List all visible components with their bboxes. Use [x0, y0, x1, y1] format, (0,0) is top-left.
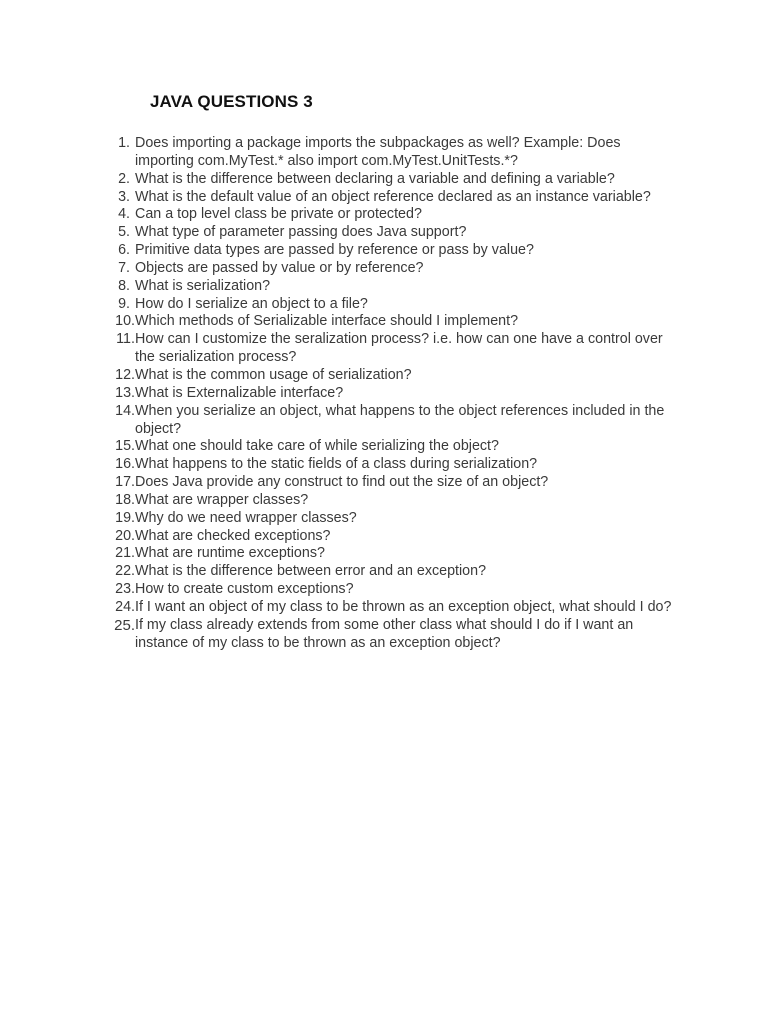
question-number: 17. [115, 474, 135, 491]
question-number: 14. [115, 402, 135, 419]
question-item [108, 492, 683, 510]
question-text: Does importing a package imports the subpackages as well? Example: Does importing com.MyTest.* also import com.MyTest.UnitTests.*? [135, 135, 621, 169]
question-item [108, 545, 683, 563]
question-item [108, 599, 683, 617]
question-text: What are runtime exceptions? [135, 545, 325, 562]
question-number: 20. [115, 527, 135, 544]
question-item [108, 206, 683, 224]
document-title: JAVA QUESTIONS 3 [150, 92, 313, 111]
question-text: If I want an object of my class to be thrown as an exception object, what should I do? [135, 598, 672, 615]
question-number: 5. [118, 224, 130, 241]
question-item [108, 456, 683, 474]
question-item [108, 313, 683, 331]
question-text: What type of parameter passing does Java support? [135, 224, 467, 241]
question-item [108, 242, 683, 260]
question-item [108, 528, 683, 546]
question-number: 16. [115, 456, 135, 473]
question-item [108, 581, 683, 599]
question-number: 9. [118, 295, 130, 312]
question-text: What one should take care of while serializing the object? [135, 438, 499, 455]
question-text: What is the default value of an object reference declared as an instance variable? [135, 188, 651, 205]
question-number: 23. [115, 581, 135, 598]
question-number: 13. [115, 384, 135, 401]
question-number: 25. [114, 616, 135, 634]
question-number: 12. [115, 366, 135, 383]
question-item [108, 403, 683, 439]
question-item [108, 331, 683, 367]
question-text: Primitive data types are passed by reference or pass by value? [135, 242, 534, 259]
question-number: 15. [115, 438, 135, 455]
question-item [108, 189, 683, 207]
question-text: What happens to the static fields of a class during serialization? [135, 456, 538, 473]
question-text: Can a top level class be private or protected? [135, 206, 422, 223]
question-text: What is Externalizable interface? [135, 384, 344, 401]
question-item [108, 438, 683, 456]
question-item [108, 296, 683, 314]
question-item [108, 278, 683, 296]
question-number: 21. [115, 545, 135, 562]
question-text: When you serialize an object, what happens to the object references included in the object? [135, 402, 665, 437]
question-text: How do I serialize an object to a file? [135, 295, 368, 312]
question-text: Objects are passed by value or by reference? [135, 259, 424, 276]
question-number: 2. [118, 170, 130, 187]
question-item [108, 171, 683, 189]
question-number: 24. [115, 598, 135, 615]
question-number: 18. [115, 491, 135, 508]
question-item [108, 260, 683, 278]
question-item [108, 563, 683, 581]
question-item [108, 385, 683, 403]
question-number: 3. [118, 188, 130, 205]
question-item [108, 617, 683, 653]
question-text: What is the common usage of serialization? [135, 366, 412, 383]
question-text: How to create custom exceptions? [135, 581, 354, 598]
question-number: 8. [118, 277, 130, 294]
question-text: What is the difference between error and an exception? [135, 563, 487, 580]
question-text: If my class already extends from some other class what should I do if I want an instance of my class to be thrown as an exception object? [135, 616, 634, 651]
question-text: What is serialization? [135, 277, 271, 294]
question-text: What are wrapper classes? [135, 491, 309, 508]
question-number: 22. [115, 563, 135, 580]
question-text: What are checked exceptions? [135, 527, 331, 544]
question-number: 4. [118, 206, 130, 223]
question-number: 7. [118, 259, 130, 276]
question-text: Why do we need wrapper classes? [135, 509, 357, 526]
question-number: 11. [116, 331, 135, 348]
question-text: How can I customize the seralization process? i.e. how can one have a control over the serialization process? [135, 331, 663, 366]
question-item [108, 135, 683, 171]
question-number: 1. [118, 135, 130, 151]
question-text: Does Java provide any construct to find out the size of an object? [135, 474, 549, 491]
question-number: 10. [115, 313, 135, 330]
question-text: What is the difference between declaring a variable and defining a variable? [135, 170, 615, 187]
question-number: 6. [118, 242, 130, 259]
question-item [108, 510, 683, 528]
question-item [108, 367, 683, 385]
question-item [108, 224, 683, 242]
question-item [108, 474, 683, 492]
question-list [108, 135, 683, 652]
question-number: 19. [115, 509, 135, 526]
question-text: Which methods of Serializable interface should I implement? [135, 313, 519, 330]
